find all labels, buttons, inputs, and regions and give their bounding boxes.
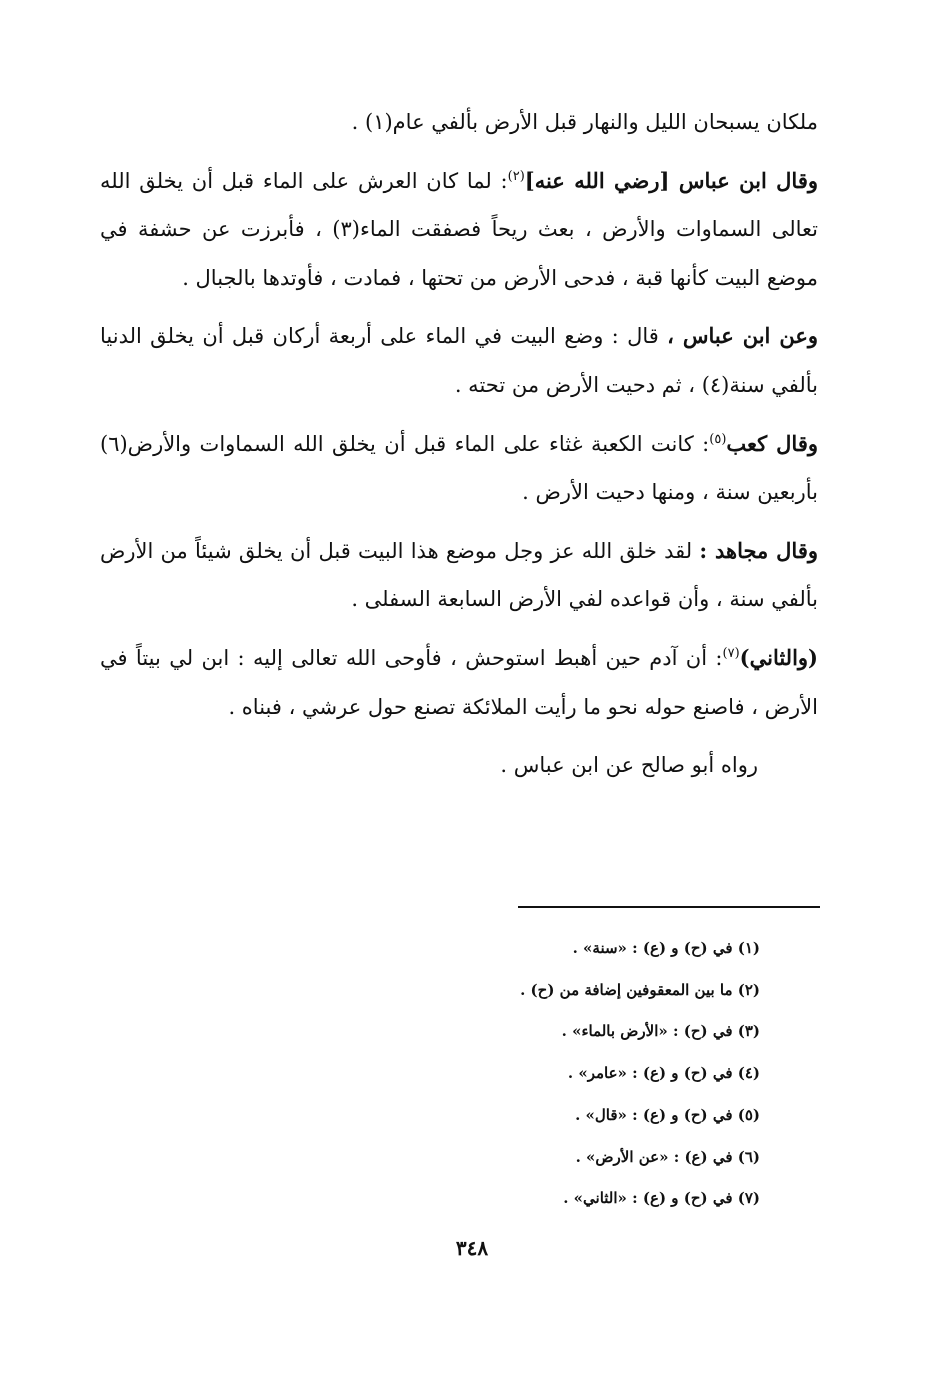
footnote-marker: (٧) (722, 645, 740, 661)
footnote-2: (٢) ما بين المعقوفين إضافة من (ح) . (520, 980, 760, 999)
paragraph-text: : كانت الكعبة غثاء على الماء قبل أن يخلق الله السماوات والأرض(٦) بأربعين سنة ، ومنها دحيت الأرض . (100, 431, 818, 505)
footnote-4: (٤) في (ح) و (ع) : «عامر» . (567, 1064, 760, 1083)
paragraph-text: قال : وضع البيت في الماء على أربعة أركان قبل أن يخلق الدنيا بألفي سنة(٤) ، ثم دحيت الأرض من تحته . (100, 324, 818, 397)
footnotes (300, 928, 760, 1220)
paragraph-1 (100, 98, 818, 147)
paragraph-text: : لما كان العرش على الماء قبل أن يخلق الله تعالى السماوات والأرض ، بعث ريحاً فصفقت الماء(٣) ، فأبرزت عن حشفة في موضع البيت كأنها قبة ، فدحى الأرض من تحتها ، فمادت ، فأوتدها بالجبال . (100, 168, 818, 290)
paragraph-3 (100, 312, 818, 409)
paragraph-text: ملكان يسبحان الليل والنهار قبل الأرض بألفي عام(١) . (351, 110, 818, 134)
paragraph-lead: (والثاني) (739, 644, 818, 670)
main-text (100, 98, 818, 800)
paragraph-lead: وقال ابن عباس [رضي الله عنه] (524, 167, 818, 193)
paragraph-6 (100, 634, 818, 731)
paragraph-text: لقد خلق الله عز وجل موضع هذا البيت قبل أن يخلق شيئاً من الأرض بألفي سنة ، وأن قواعده لفي الأرض السابعة السفلى . (100, 538, 818, 612)
paragraph-4 (100, 420, 818, 517)
footnote-separator (518, 906, 820, 908)
paragraph-text: : أن آدم حين أهبط استوحش ، فأوحى الله تعالى إليه : ابن لي بيتاً في الأرض ، فاصنع حوله نحو ما رأيت الملائكة تصنع حول عرشي ، فبناه . (100, 645, 818, 719)
paragraph-5 (100, 527, 818, 624)
footnote-1: (١) في (ح) و (ع) : «سنة» . (572, 939, 760, 957)
paragraph-lead: وقال كعب (726, 430, 818, 456)
footnote-6: (٦) في (ع) : «عن الأرض» . (575, 1147, 760, 1166)
paragraph-lead: وقال مجاهد : (699, 537, 818, 563)
closing-line: رواه أبو صالح عن ابن عباس . (500, 753, 758, 778)
footnote-3: (٣) في (ح) : «الأرض بالماء» . (561, 1022, 760, 1041)
paragraph-2 (100, 157, 818, 303)
paragraph-lead: وعن ابن عباس ، (667, 323, 818, 349)
footnote-marker: (٢) (507, 168, 525, 184)
footnote-5: (٥) في (ح) و (ع) : «قال» . (575, 1105, 760, 1124)
page-number: ٣٤٨ (455, 1236, 489, 1260)
footnote-7: (٧) في (ح) و (ع) : «الثاني» . (563, 1189, 760, 1208)
footnote-marker: (٥) (709, 431, 727, 447)
